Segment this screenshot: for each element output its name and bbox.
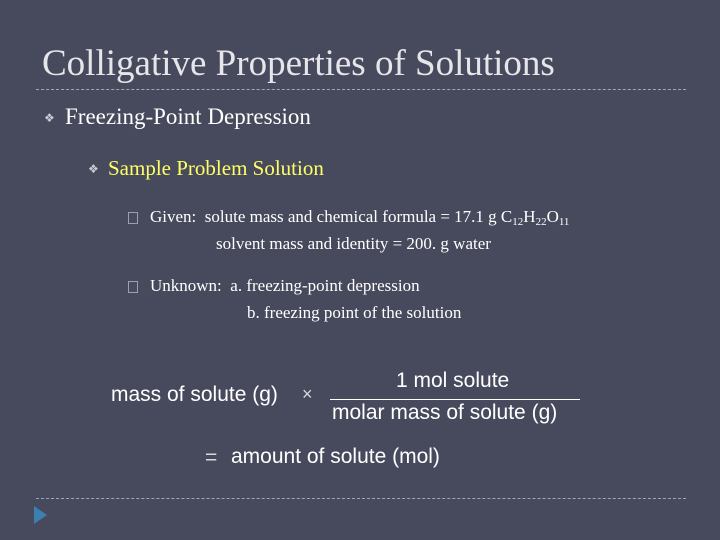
given-formula-text: solute mass and chemical formula = 17.1 g C — [204, 207, 513, 226]
times-symbol: × — [302, 384, 313, 404]
fraction-numerator: 1 mol solute — [396, 369, 510, 392]
given-label: Given: — [150, 207, 197, 226]
equation-result: amount of solute (mol) — [231, 445, 440, 468]
unknown-item-b: b. freezing point of the solution — [247, 303, 462, 322]
hydrogen-subscript: 22 — [535, 216, 547, 228]
given-solvent-line: solvent mass and identity = 200. g water — [216, 234, 491, 253]
footer-divider — [36, 498, 686, 499]
slide-title: Colligative Properties of Solutions — [42, 43, 555, 84]
oxygen-symbol: O — [546, 207, 559, 226]
hydrogen-symbol: H — [523, 207, 536, 226]
bullet-freezing-point-depression: Freezing-Point Depression — [65, 104, 311, 129]
unknown-line — [150, 272, 420, 299]
equals-symbol: = — [205, 446, 218, 469]
fraction-denominator: molar mass of solute (g) — [332, 401, 558, 424]
square-bullet-icon: ❖ — [88, 162, 99, 176]
unknown-item-a: a. freezing-point depression — [230, 276, 420, 295]
square-bullet-icon: ❖ — [44, 111, 55, 125]
box-bullet-icon — [128, 212, 138, 224]
given-line — [150, 203, 569, 230]
triangle-right-icon[interactable] — [34, 506, 47, 524]
title-divider — [36, 89, 686, 90]
bullet-sample-problem-solution: Sample Problem Solution — [108, 156, 324, 180]
carbon-subscript: 12 — [512, 216, 524, 228]
box-bullet-icon — [128, 281, 138, 293]
fraction-bar — [330, 399, 580, 400]
oxygen-subscript: 11 — [558, 216, 570, 228]
equation-left-term: mass of solute (g) — [111, 383, 278, 406]
unknown-label: Unknown: — [150, 276, 222, 295]
